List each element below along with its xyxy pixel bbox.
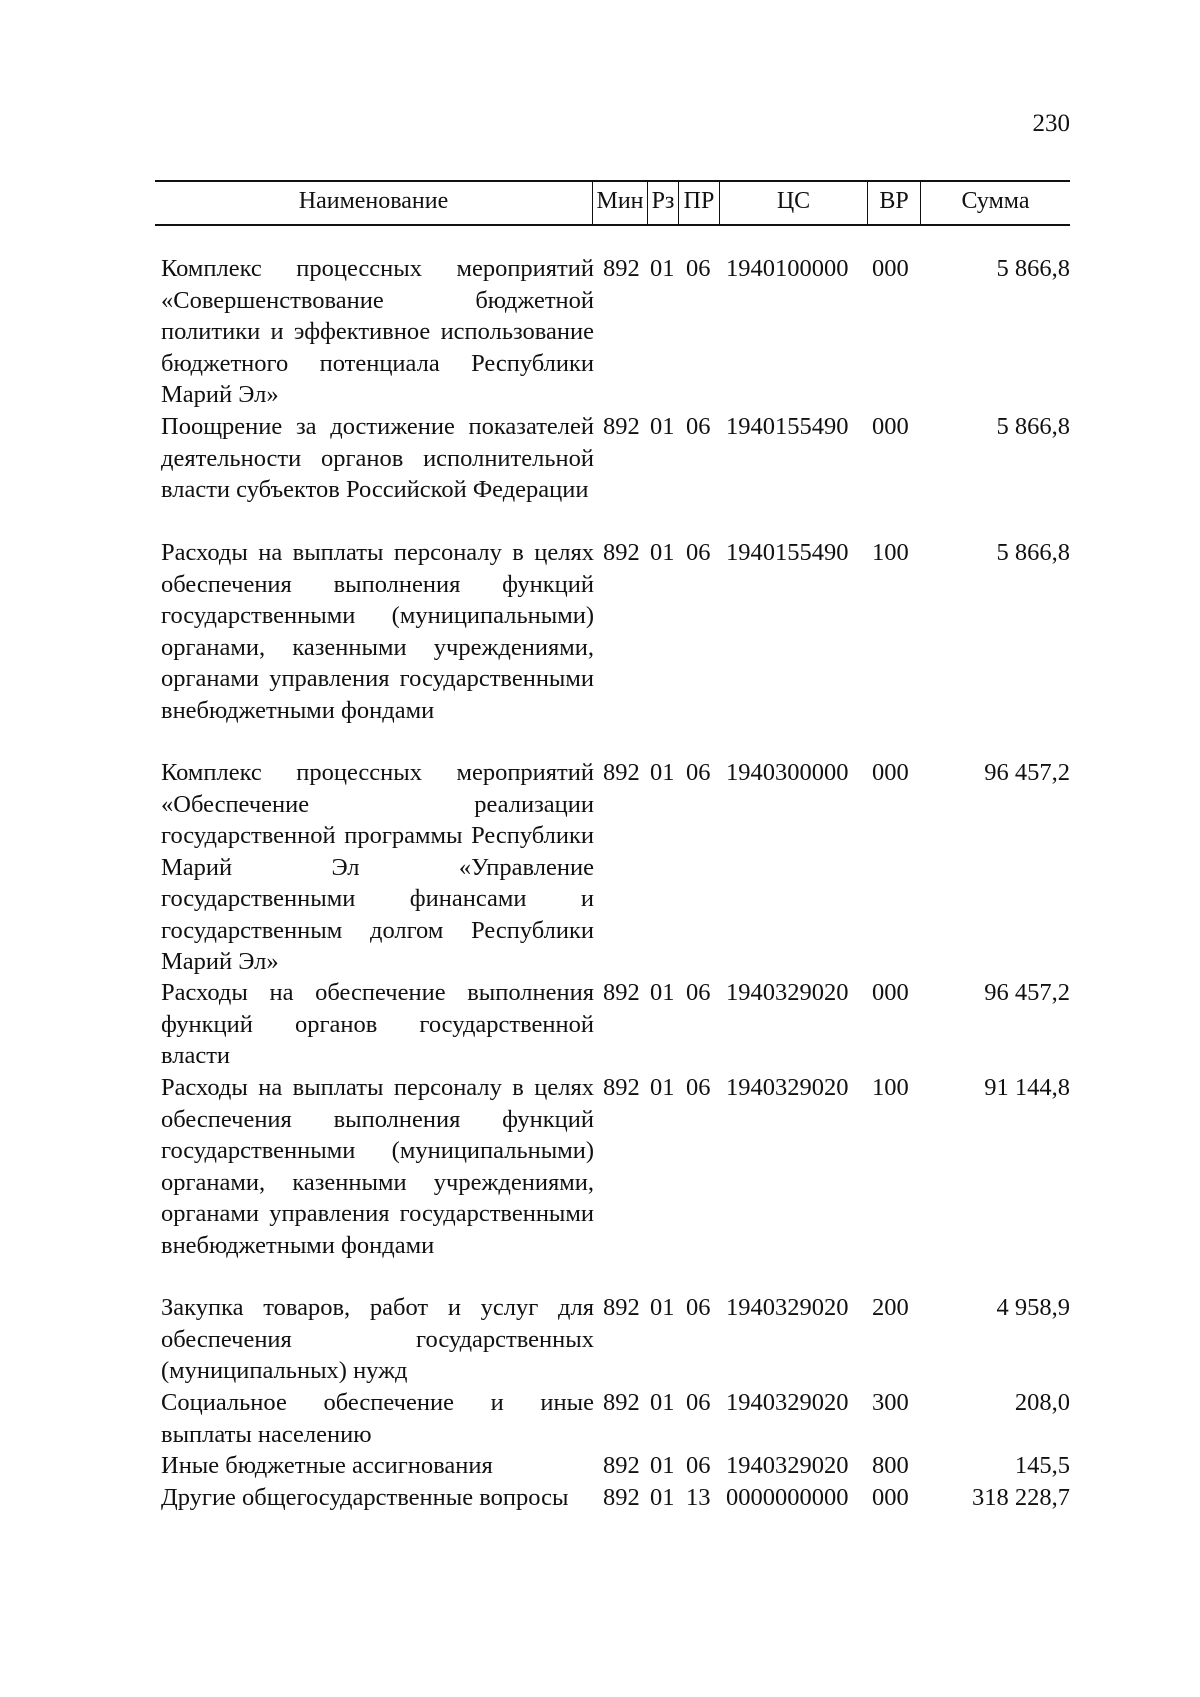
row-sum: 96 457,2 [984, 979, 1070, 1006]
row-rz: 01 [650, 1294, 675, 1321]
row-rz: 01 [650, 1484, 675, 1511]
header-name: Наименование [298, 188, 449, 214]
row-sum: 5 866,8 [996, 255, 1070, 282]
row-sum: 208,0 [1014, 1389, 1070, 1416]
row-vr: 000 [872, 413, 909, 440]
row-min: 892 [603, 255, 640, 282]
row-min: 892 [603, 539, 640, 566]
row-pr: 06 [686, 1074, 711, 1101]
row-name: Комплекс процессных мероприятий «Совершенствование бюджетной политики и эффективное использование бюджетного потенциала Республики Марий Эл» [161, 255, 594, 408]
row-rz: 01 [650, 255, 675, 282]
row-pr: 06 [686, 1294, 711, 1321]
row-cs: 1940329020 [726, 1074, 849, 1101]
header-rz: Рз [651, 188, 675, 214]
row-rz: 01 [650, 759, 675, 786]
row-vr: 000 [872, 255, 909, 282]
row-sum: 91 144,8 [984, 1074, 1070, 1101]
row-min: 892 [603, 1389, 640, 1416]
row-vr: 200 [872, 1294, 909, 1321]
row-cs: 1940329020 [726, 979, 849, 1006]
row-min: 892 [603, 759, 640, 786]
row-name: Расходы на обеспечение выполнения функций органов государственной власти [161, 979, 594, 1069]
row-vr: 800 [872, 1452, 909, 1479]
header-min: Мин [596, 188, 644, 214]
row-pr: 06 [686, 255, 711, 282]
row-min: 892 [603, 979, 640, 1006]
row-min: 892 [603, 1294, 640, 1321]
row-cs: 1940155490 [726, 413, 849, 440]
row-min: 892 [603, 1484, 640, 1511]
row-pr: 06 [686, 1389, 711, 1416]
row-rz: 01 [650, 979, 675, 1006]
row-name: Другие общегосударственные вопросы [161, 1484, 569, 1511]
row-sum: 145,5 [1014, 1452, 1070, 1479]
page-number: 230 [1032, 110, 1070, 137]
header-vr: ВР [879, 188, 909, 214]
header-sum: Сумма [961, 188, 1030, 214]
row-vr: 300 [872, 1389, 909, 1416]
row-cs: 1940329020 [726, 1389, 849, 1416]
row-cs: 0000000000 [726, 1484, 849, 1511]
row-name: Социальное обеспечение и иные выплаты населению [161, 1389, 594, 1448]
row-min: 892 [603, 1074, 640, 1101]
row-name: Комплекс процессных мероприятий «Обеспечение реализации государственной программы Республики Марий Эл «Управление государственными финансами и государственным долгом Республики Марий Эл» [161, 759, 594, 975]
row-min: 892 [603, 413, 640, 440]
row-sum: 318 228,7 [972, 1484, 1070, 1511]
row-cs: 1940300000 [726, 759, 849, 786]
row-cs: 1940329020 [726, 1294, 849, 1321]
row-rz: 01 [650, 539, 675, 566]
row-cs: 1940100000 [726, 255, 849, 282]
row-pr: 06 [686, 759, 711, 786]
row-name: Иные бюджетные ассигнования [161, 1452, 493, 1479]
header-cs: ЦС [776, 188, 811, 214]
row-vr: 000 [872, 1484, 909, 1511]
row-rz: 01 [650, 1389, 675, 1416]
row-sum: 5 866,8 [996, 413, 1070, 440]
row-vr: 100 [872, 539, 909, 566]
row-name: Расходы на выплаты персоналу в целях обеспечения выполнения функций государственными (муниципальными) органами, казенными учреждениями, органами управления государственными внебюджетными фондами [161, 1074, 594, 1259]
row-vr: 000 [872, 759, 909, 786]
row-name: Поощрение за достижение показателей деятельности органов исполнительной власти субъектов Российской Федерации [161, 413, 594, 503]
row-pr: 13 [686, 1484, 711, 1511]
row-pr: 06 [686, 979, 711, 1006]
row-pr: 06 [686, 1452, 711, 1479]
row-cs: 1940155490 [726, 539, 849, 566]
row-pr: 06 [686, 413, 711, 440]
row-vr: 000 [872, 979, 909, 1006]
row-pr: 06 [686, 539, 711, 566]
row-name: Расходы на выплаты персоналу в целях обеспечения выполнения функций государственными (муниципальными) органами, казенными учреждениями, органами управления государственными внебюджетными фондами [161, 539, 594, 724]
row-name: Закупка товаров, работ и услуг для обеспечения государственных (муниципальных) нужд [161, 1294, 594, 1384]
row-vr: 100 [872, 1074, 909, 1101]
row-min: 892 [603, 1452, 640, 1479]
row-rz: 01 [650, 1074, 675, 1101]
row-sum: 5 866,8 [996, 539, 1070, 566]
row-cs: 1940329020 [726, 1452, 849, 1479]
row-sum: 96 457,2 [984, 759, 1070, 786]
row-sum: 4 958,9 [996, 1294, 1070, 1321]
row-rz: 01 [650, 413, 675, 440]
header-pr: ПР [683, 188, 715, 214]
row-rz: 01 [650, 1452, 675, 1479]
